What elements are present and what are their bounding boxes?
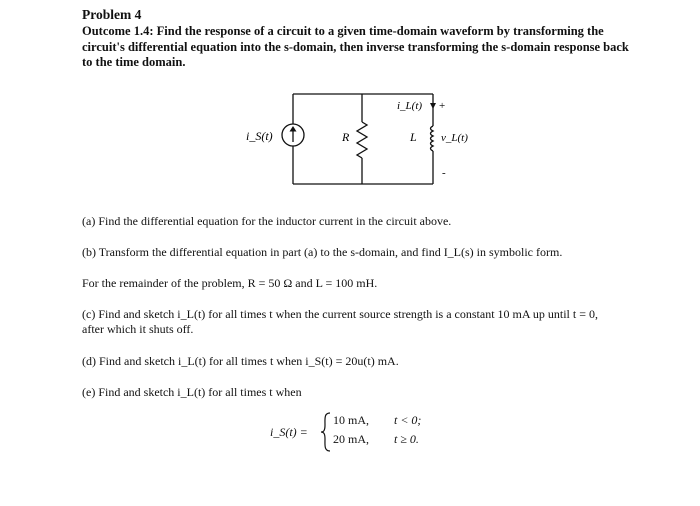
inductor-label: L bbox=[410, 130, 417, 144]
source-arrow-icon bbox=[290, 126, 297, 132]
case2-value: 20 mA, bbox=[333, 432, 369, 446]
problem-title: Problem 4 bbox=[82, 7, 142, 22]
inductor-current-label: i_L(t) bbox=[397, 100, 423, 112]
left-brace-icon bbox=[319, 411, 333, 453]
part-d: (d) Find and sketch i_L(t) for all times t when i_S(t) = 20u(t) mA. bbox=[82, 354, 399, 368]
case1-value: 10 mA, bbox=[333, 413, 369, 427]
part-c-line2: after which it shuts off. bbox=[82, 322, 194, 336]
resistor-label: R bbox=[342, 130, 350, 144]
given-values: For the remainder of the problem, R = 50 Ω and L = 100 mH. bbox=[82, 276, 378, 290]
case2-condition: t ≥ 0. bbox=[394, 432, 419, 446]
source-label: i_S(t) bbox=[246, 129, 273, 143]
case1-condition: t < 0; bbox=[394, 413, 422, 427]
part-a: (a) Find the differential equation for the inductor current in the circuit above. bbox=[82, 214, 452, 228]
inductor-voltage-label: v_L(t) bbox=[441, 132, 468, 144]
minus-sign: - bbox=[442, 167, 446, 179]
part-e: (e) Find and sketch i_L(t) for all times t when bbox=[82, 385, 302, 399]
part-b: (b) Transform the differential equation in part (a) to the s-domain, and find I_L(s) in symbolic form. bbox=[82, 245, 563, 259]
piecewise-lhs: i_S(t) = bbox=[270, 425, 308, 439]
part-c-line1: (c) Find and sketch i_L(t) for all times t when the current source strength is a constant 10 mA up until t = 0, bbox=[82, 307, 598, 321]
current-direction-arrow-icon bbox=[430, 103, 436, 109]
outcome-statement: Outcome 1.4: Find the response of a circuit to a given time-domain waveform by transforming the circuit's differential equation into the s-domain, then inverse transforming the s-domain response back to the time domain. bbox=[82, 24, 629, 69]
inductor-icon bbox=[431, 126, 434, 151]
plus-sign: + bbox=[439, 100, 446, 112]
resistor-icon bbox=[357, 122, 367, 158]
